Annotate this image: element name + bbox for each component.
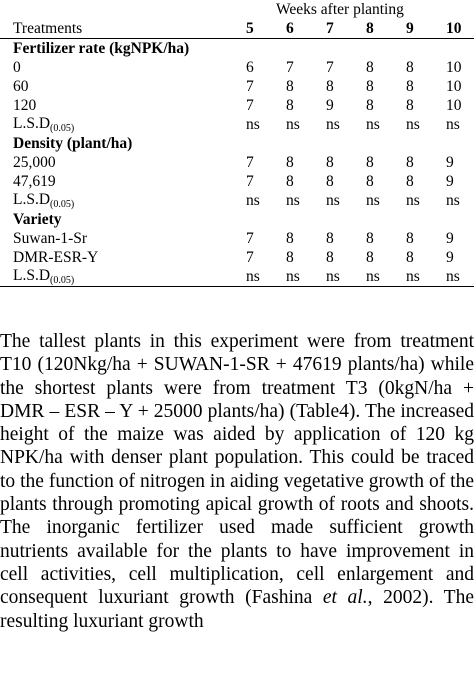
row-label: 120: [13, 96, 37, 114]
table-cell: ns: [326, 267, 366, 287]
table-cell: ns: [446, 267, 474, 287]
table-cell: ns: [366, 267, 406, 287]
table-row: [0, 229, 474, 248]
table-cell: 8: [406, 58, 414, 76]
table-cell: 8: [326, 172, 334, 190]
table-cell: 8: [366, 58, 374, 76]
table-row: [0, 248, 474, 267]
table-cell: 7: [246, 172, 254, 190]
group-title: Variety: [13, 210, 62, 228]
row-label: 25,000: [13, 153, 56, 171]
lsd-row: [0, 115, 474, 134]
table-cell: 7: [246, 153, 254, 171]
table-cell: ns: [446, 191, 460, 209]
table-cell: 8: [406, 77, 414, 95]
table-cell: 8: [286, 77, 294, 95]
table-cell: 7: [246, 248, 254, 266]
lsd-row: [0, 191, 474, 210]
week-header: 6: [286, 19, 294, 37]
table-cell: 10: [446, 77, 462, 95]
group-header-row: [0, 210, 474, 229]
table-cell: ns: [406, 115, 420, 133]
row-label: 47,619: [13, 172, 56, 190]
group-title: Density (plant/ha): [13, 134, 133, 152]
table-row: [0, 172, 474, 191]
paragraph-text-end: , 2002). The resulting luxuriant growth: [0, 587, 474, 632]
table-row: [0, 96, 474, 115]
group-title: Fertilizer rate (kgNPK/ha): [0, 39, 474, 59]
table-row: [0, 77, 474, 96]
table-cell: ns: [406, 267, 446, 287]
table-cell: 9: [446, 172, 454, 190]
table-cell: 8: [326, 229, 334, 247]
table-cell: 8: [366, 229, 374, 247]
table-cell: 8: [286, 229, 294, 247]
body-paragraph: [0, 330, 474, 633]
table-cell: 8: [406, 153, 414, 171]
table-cell: 8: [286, 96, 294, 114]
table-cell: 8: [366, 96, 374, 114]
table-cell: 8: [406, 172, 414, 190]
table-cell: 8: [286, 153, 294, 171]
table-cell: ns: [366, 115, 380, 133]
table-cell: ns: [286, 191, 300, 209]
table-cell: 8: [366, 77, 374, 95]
table-cell: ns: [246, 267, 286, 287]
table-cell: 10: [446, 58, 462, 76]
table-cell: 7: [286, 58, 294, 76]
row-label: 0: [13, 58, 21, 76]
weeks-table: [0, 0, 474, 287]
table-cell: 9: [446, 153, 454, 171]
lsd-label-subscript: (0.05): [50, 198, 75, 210]
week-header: 7: [326, 19, 334, 37]
table-cell: ns: [366, 191, 380, 209]
table-cell: 8: [326, 77, 334, 95]
column-header-row: [0, 19, 474, 39]
table-cell: 8: [286, 248, 294, 266]
table-body: [0, 39, 474, 287]
table-cell: 6: [246, 58, 254, 76]
table-cell: ns: [406, 191, 420, 209]
table-cell: ns: [286, 267, 326, 287]
table-cell: ns: [286, 115, 300, 133]
week-header: 8: [366, 19, 374, 37]
lsd-label: [0, 267, 246, 287]
table-cell: 8: [406, 96, 414, 114]
table-cell: 8: [326, 153, 334, 171]
table-cell: 8: [406, 248, 414, 266]
lsd-label-subscript: (0.05): [50, 274, 75, 286]
lsd-label-text: L.S.D: [13, 266, 51, 284]
table-cell: ns: [326, 115, 340, 133]
week-header: 9: [406, 19, 414, 37]
lsd-row: [0, 267, 474, 287]
table-cell: 8: [326, 248, 334, 266]
treatments-header: Treatments: [13, 19, 83, 37]
row-label: 60: [13, 77, 29, 95]
table-cell: ns: [246, 191, 260, 209]
weeks-after-planting-header: Weeks after planting: [276, 0, 404, 18]
row-label: DMR-ESR-Y: [13, 248, 99, 266]
lsd-label: [0, 191, 246, 210]
week-header: 10: [446, 19, 462, 37]
table-cell: 7: [246, 96, 254, 114]
table-row: [0, 58, 474, 77]
table-cell: 7: [246, 229, 254, 247]
table-cell: 9: [446, 248, 454, 266]
table-cell: 9: [446, 229, 454, 247]
group-header-row: [0, 134, 474, 153]
table-cell: ns: [326, 191, 340, 209]
blank-corner: [0, 0, 246, 19]
table-row: [0, 153, 474, 172]
paragraph-italic-et-al: et al.: [322, 587, 368, 609]
table-cell: 9: [326, 96, 334, 114]
table-cell: 8: [366, 153, 374, 171]
lsd-label-text: L.S.D: [13, 190, 51, 208]
table-cell: 10: [446, 96, 462, 114]
paragraph-text: [0, 330, 474, 633]
group-header-row: [0, 39, 474, 59]
table-cell: 8: [366, 172, 374, 190]
lsd-label-text: L.S.D: [13, 114, 51, 132]
row-label: Suwan-1-Sr: [13, 229, 88, 247]
table-cell: 7: [246, 77, 254, 95]
table-cell: 8: [366, 248, 374, 266]
table-cell: ns: [446, 115, 460, 133]
table-cell: 8: [286, 172, 294, 190]
paragraph-text-main: The tallest plants in this experiment were from treatment T10 (120Nkg/ha + SUWAN-1-SR + 47619 plants/ha) while the shortest plants were from treatment T3 (0kgN/ha + DMR – ESR – Y + 25000 plants/ha) (Table4). The increased height of the maize was aided by application of 120 kg NPK/ha with denser plant population. This could be traced to the function of nitrogen in aiding vegetative growth of the plants through promoting apical growth of roots and shoots. The inorganic fertilizer used made sufficient growth nutrients available for the plants to have improvement in cell activities, cell multiplication, cell enlargement and consequent luxuriant growth (Fashina: [0, 331, 474, 609]
lsd-label-subscript: (0.05): [50, 122, 75, 134]
lsd-label: [0, 115, 246, 134]
weeks-header-row: [0, 0, 474, 19]
table-cell: 7: [326, 58, 334, 76]
table-cell: ns: [246, 115, 260, 133]
week-header: 5: [246, 19, 254, 37]
table-cell: 8: [406, 229, 414, 247]
